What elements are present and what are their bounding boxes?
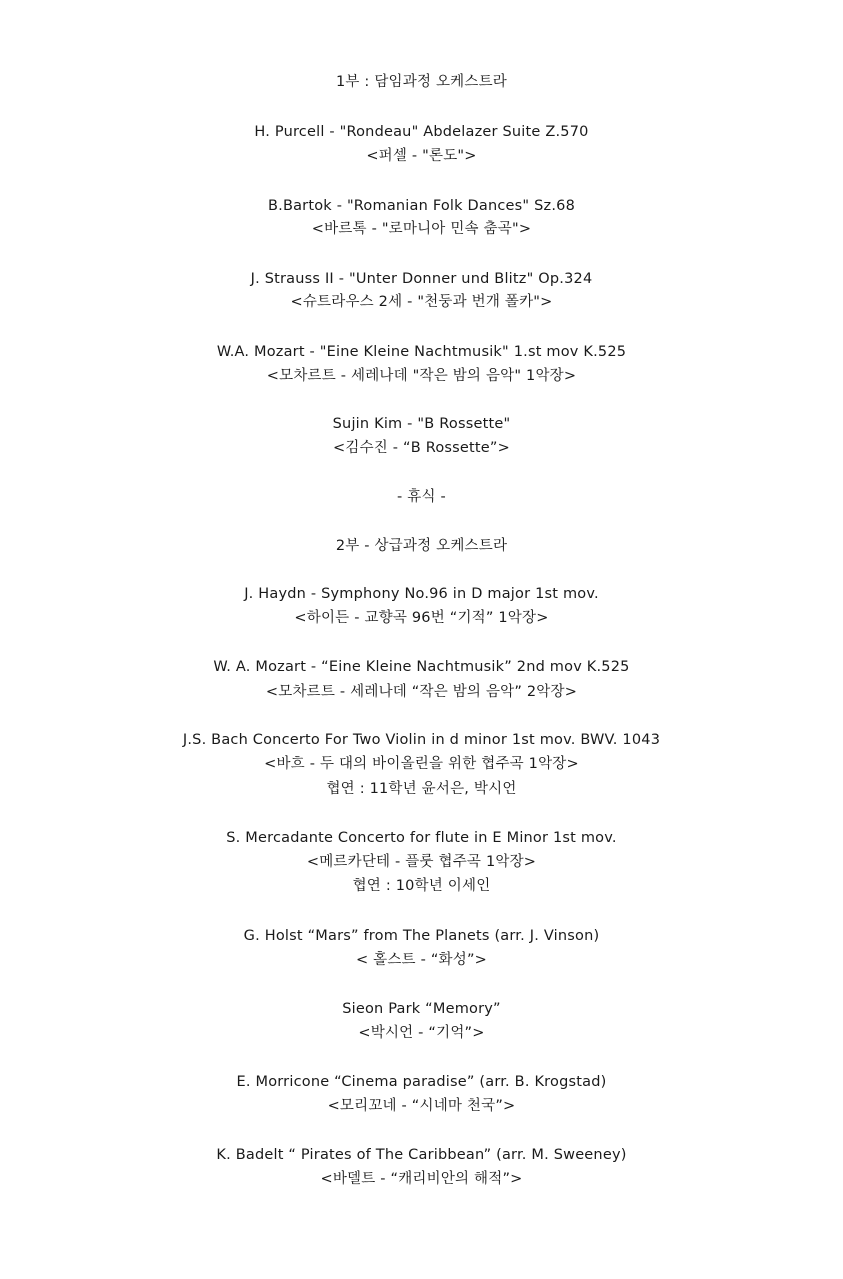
piece-title: J. Strauss II - "Unter Donner und Blitz" Op.324: [250, 271, 593, 287]
piece-title: K. Badelt “ Pirates of The Caribbean” (arr. M. Sweeney): [216, 1147, 627, 1163]
piece-korean-title: <메르카단테 - 플룻 협주곡 1악장>: [306, 854, 537, 870]
piece-title: H. Purcell - "Rondeau" Abdelazer Suite Z.570: [254, 124, 589, 140]
piece-korean-title: <모차르트 - 세레나데 "작은 밤의 음악" 1악장>: [266, 368, 577, 384]
piece-korean-title: <박시언 - “기억”>: [358, 1025, 485, 1041]
piece-title: B.Bartok - "Romanian Folk Dances" Sz.68: [267, 198, 575, 214]
soloist-credit: 협연 : 10학년 이세인: [352, 878, 491, 894]
piece-korean-title: <퍼셀 - "론도">: [366, 148, 477, 164]
piece-title: J. Haydn - Symphony No.96 in D major 1st mov.: [244, 586, 599, 602]
piece-title: S. Mercadante Concerto for flute in E Minor 1st mov.: [226, 830, 617, 846]
piece-korean-title: <바흐 - 두 대의 바이올린을 위한 협주곡 1악장>: [264, 756, 579, 772]
intermission: - 휴식 -: [397, 489, 446, 505]
piece-korean-title: < 홀스트 - “화성”>: [355, 952, 488, 968]
piece-title: Sieon Park “Memory”: [342, 1001, 501, 1017]
piece-title: W.A. Mozart - "Eine Kleine Nachtmusik" 1.st mov K.525: [216, 344, 627, 360]
part2-heading: 2부 - 상급과정 오케스트라: [335, 538, 508, 554]
piece-korean-title: <모리꼬네 - “시네마 천국”>: [327, 1098, 516, 1114]
piece-korean-title: <바르톡 - "로마니아 민속 춤곡">: [311, 221, 532, 237]
piece-title: G. Holst “Mars” from The Planets (arr. J. Vinson): [243, 928, 600, 944]
piece-title: Sujin Kim - "B Rossette": [332, 416, 511, 432]
piece-title: W. A. Mozart - “Eine Kleine Nachtmusik” 2nd mov K.525: [213, 659, 630, 675]
piece-korean-title: <하이든 - 교향곡 96번 “기적” 1악장>: [294, 610, 549, 626]
piece-korean-title: <바델트 - “캐리비안의 해적”>: [320, 1171, 523, 1187]
part1-heading: 1부 : 담임과정 오케스트라: [335, 74, 507, 90]
piece-title: E. Morricone “Cinema paradise” (arr. B. Krogstad): [236, 1074, 607, 1090]
soloist-credit: 협연 : 11학년 윤서은, 박시언: [326, 781, 517, 797]
piece-title: J.S. Bach Concerto For Two Violin in d minor 1st mov. BWV. 1043: [182, 732, 661, 748]
piece-korean-title: <김수진 - “B Rossette”>: [333, 440, 510, 456]
piece-korean-title: <슈트라우스 2세 - "천둥과 번개 폴카">: [290, 294, 553, 310]
piece-korean-title: <모차르트 - 세레나데 “작은 밤의 음악” 2악장>: [265, 684, 578, 700]
